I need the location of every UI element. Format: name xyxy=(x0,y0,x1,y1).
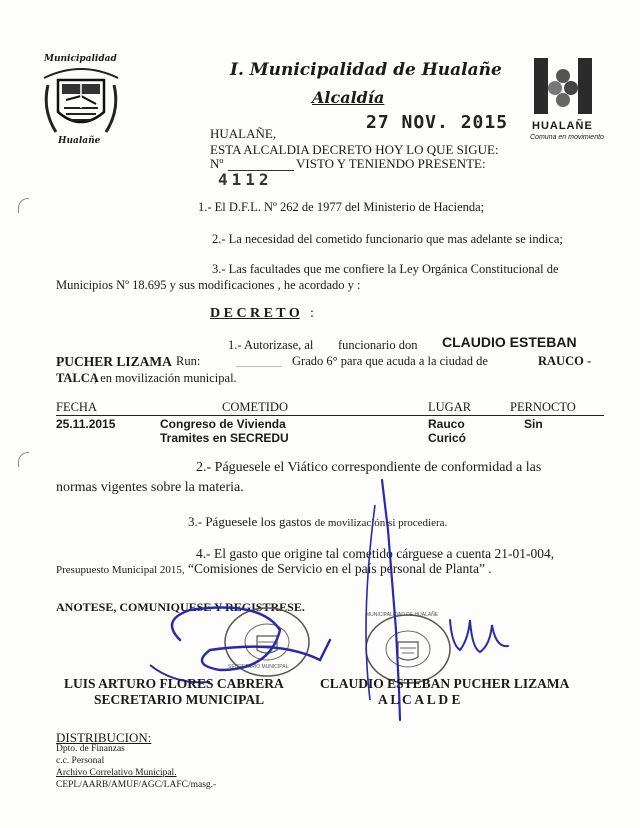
article-1-funcionario: funcionario don xyxy=(338,338,418,352)
row-cometido-1: Congreso de Vivienda xyxy=(160,417,286,431)
run-label: Run: xyxy=(176,354,201,368)
mayor-name: CLAUDIO ESTEBAN PUCHER LIZAMA xyxy=(320,676,570,691)
run-redacted xyxy=(236,366,282,367)
consideration-2: 2.- La necesidad del cometido funcionario que mas adelante se indica; xyxy=(212,232,563,246)
closing-statement: ANOTESE, COMUNIQUESE Y REGISTRESE. xyxy=(56,600,305,614)
municipality-title: I. Municipalidad de Hualañe xyxy=(230,60,502,80)
article-3-small: de movilización si procediera. xyxy=(314,517,448,529)
mayor-title: A L C A L D E xyxy=(378,692,461,707)
consideration-1: 1.- El D.F.L. Nº 262 de 1977 del Ministerio de Hacienda; xyxy=(198,200,485,214)
row-lugar-2: Curicó xyxy=(428,431,467,445)
secretary-stamp-text: SECRETARIO MUNICIPAL xyxy=(228,664,289,670)
col-fecha: FECHA xyxy=(56,400,97,414)
secretary-title: SECRETARIO MUNICIPAL xyxy=(94,692,265,707)
grade-text: Grado 6° para que acuda a la ciudad de xyxy=(292,354,488,368)
table-header-rule xyxy=(56,415,604,416)
decree-number-label: Nº xyxy=(210,156,224,171)
row-cometido-2: Tramites en SECREDU xyxy=(160,431,289,445)
decree-place: HUALAÑE, xyxy=(210,126,277,141)
article-4-commissions: “Comisiones de Servicio en el país personal de Planta” . xyxy=(188,561,492,576)
distribution-item-4: CEPL/AARB/AMUF/AGC/LAFC/masg.- xyxy=(56,780,217,790)
seal-text-top: Municipalidad xyxy=(44,54,117,64)
decree-statement: ESTA ALCALDIA DECRETO HOY LO QUE SIGUE: xyxy=(210,142,499,157)
consideration-3: 3.- Las facultades que me confiere la Ley Orgánica Constitucional de xyxy=(212,262,559,276)
distribution-item-1: Dpto. de Finanzas xyxy=(56,744,125,754)
article-2-line-2: normas vigentes sobre la materia. xyxy=(56,480,244,495)
row-date: 25.11.2015 xyxy=(56,417,116,431)
article-1-lead: 1.- Autorizase, al xyxy=(228,338,314,352)
official-name-last: PUCHER LIZAMA xyxy=(56,354,172,369)
article-4-budget: Presupuesto Municipal 2015, xyxy=(56,564,185,576)
brand-name: HUALAÑE xyxy=(532,120,593,132)
seal-text-bottom: Hualañe xyxy=(58,136,101,146)
article-2-line-1: 2.- Páguesele el Viático correspondiente de conformidad a las xyxy=(196,460,542,475)
mayor-stamp-text: MUNICIPALIDAD DE HUALAÑE xyxy=(366,612,439,618)
col-pernocto: PERNOCTO xyxy=(510,400,576,414)
row-lugar-1: Rauco xyxy=(428,417,465,431)
decreto-colon: : xyxy=(310,306,314,321)
article-3-main: 3.- Páguesele los gastos xyxy=(188,514,312,529)
col-cometido: COMETIDO xyxy=(222,400,288,414)
consideration-3-cont: Municipios Nº 18.695 y sus modificaciones , he acordado y : xyxy=(56,278,361,292)
article-1-rest: , en movilización municipal. xyxy=(94,371,237,385)
decree-number-handwritten: 4112 xyxy=(218,170,273,189)
distribution-item-3: Archivo Correlativo Municipal. xyxy=(56,768,177,778)
stamped-date: 27 NOV. 2015 xyxy=(366,112,509,133)
punch-mark-top xyxy=(18,198,29,213)
article-4-line-1: 4.- El gasto que origine tal cometido cárguese a cuenta 21-01-004, xyxy=(196,546,555,561)
destination-city: RAUCO - xyxy=(538,354,592,368)
distribution-heading: DISTRIBUCION: xyxy=(56,730,152,745)
decree-visto: VISTO Y TENIENDO PRESENTE: xyxy=(296,156,486,171)
brand-h-icon xyxy=(528,54,598,118)
col-lugar: LUGAR xyxy=(428,400,472,414)
municipal-seal xyxy=(36,50,126,150)
hualane-brand-logo xyxy=(528,54,598,118)
secretary-name: LUIS ARTURO FLORES CABRERA xyxy=(64,676,284,691)
office-subtitle: Alcaldía xyxy=(312,88,385,107)
brand-tagline: Comuna en movimiento xyxy=(530,134,604,141)
decreto-heading: D E C R E T O xyxy=(210,306,300,321)
row-pernocto: Sin xyxy=(524,417,543,431)
distribution-item-2: c.c. Personal xyxy=(56,756,105,766)
seal-emblem-icon xyxy=(36,50,126,150)
official-name-first: CLAUDIO ESTEBAN xyxy=(442,334,577,350)
destination-city-2: TALCA xyxy=(56,371,99,385)
punch-mark-bottom xyxy=(18,452,29,467)
